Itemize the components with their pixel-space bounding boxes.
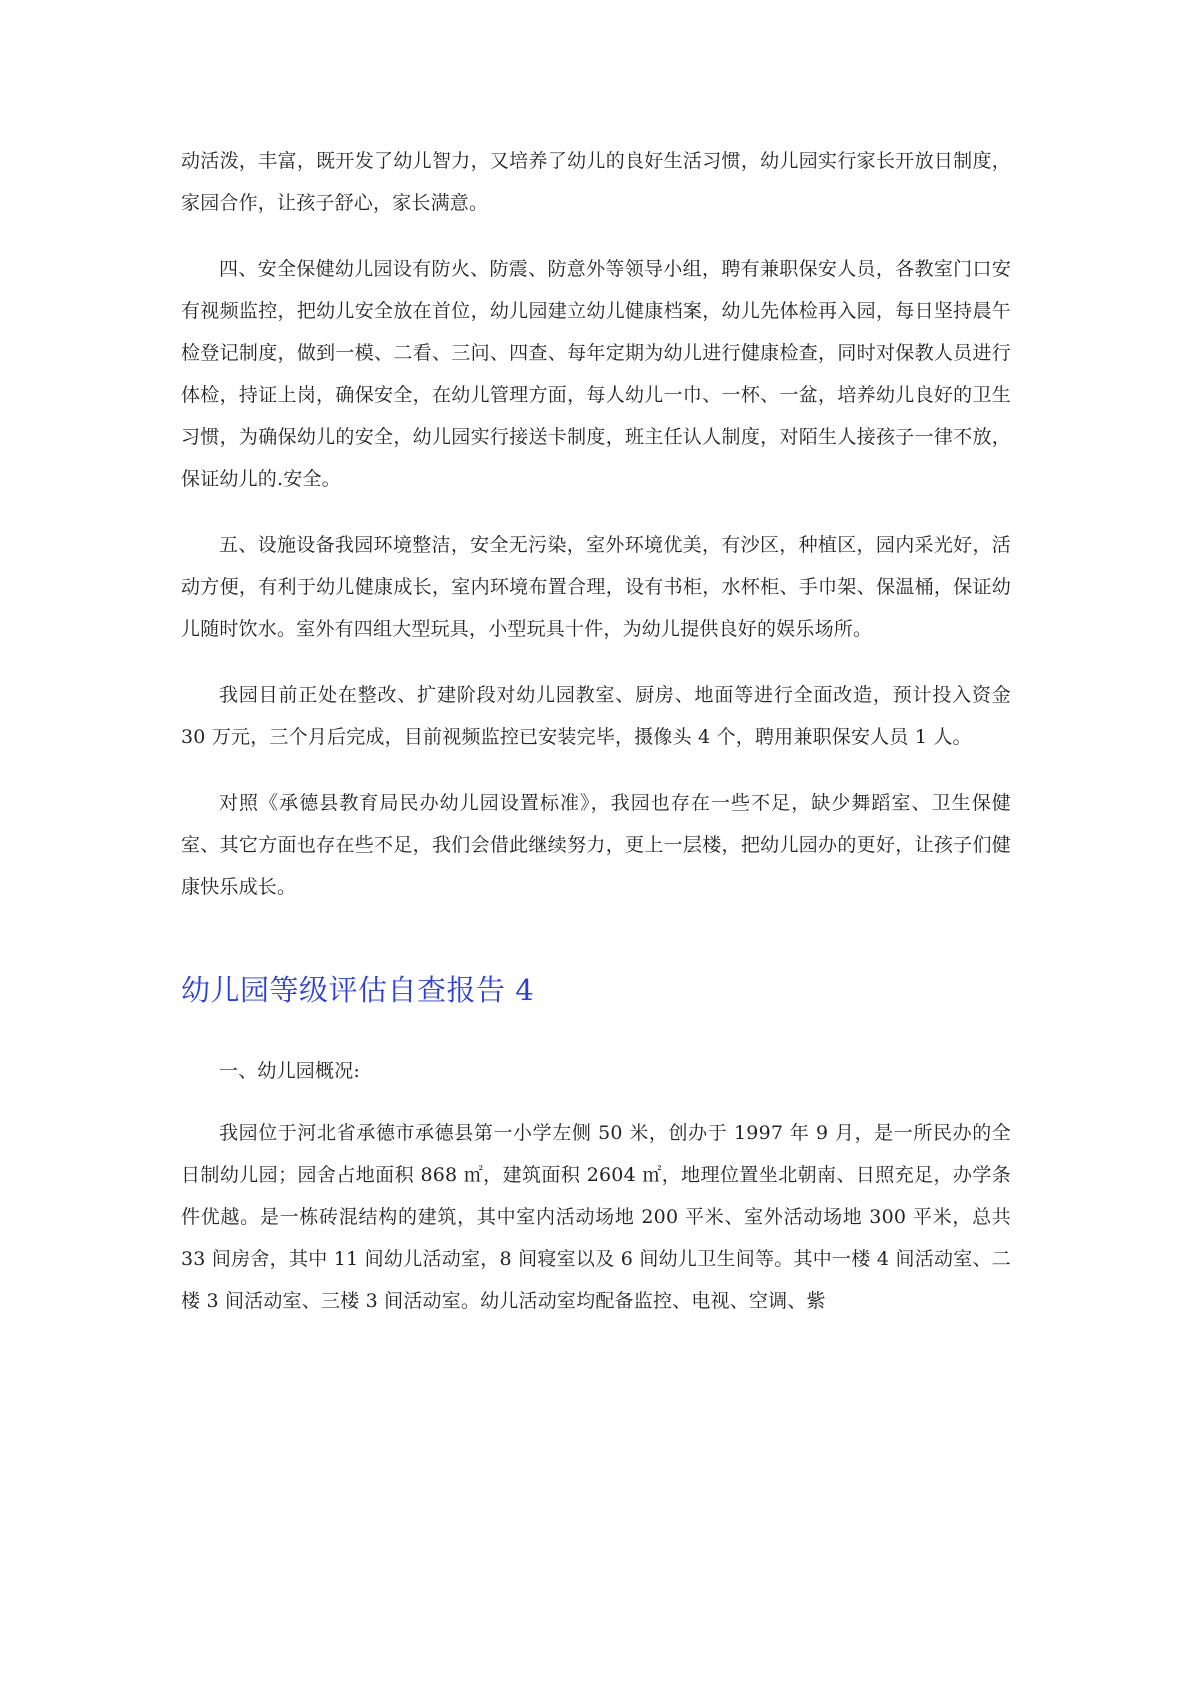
paragraph-continuation: 动活泼，丰富，既开发了幼儿智力，又培养了幼儿的良好生活习惯，幼儿园实行家长开放日制度，家园合作，让孩子舒心，家长满意。 xyxy=(181,150,1011,214)
paragraph-safety: 四、安全保健幼儿园设有防火、防震、防意外等领导小组，聘有兼职保安人员，各教室门口安有视频监控，把幼儿安全放在首位，幼儿园建立幼儿健康档案，幼儿先体检再入园，每日坚持晨午检登记制度，做到一模、二看、三问、四查、每年定期为幼儿进行健康检查，同时对保教人员进行体检，持证上岗，确保安全，在幼儿管理方面，每人幼儿一巾、一杯、一盆，培养幼儿良好的卫生习惯，为确保幼儿的安全，幼儿园实行接送卡制度，班主任认人制度，对陌生人接孩子一律不放，保证幼儿的.安全。 xyxy=(181,258,1011,490)
paragraph-renovation: 我园目前正处在整改、扩建阶段对幼儿园教室、厨房、地面等进行全面改造，预计投入资金 30 万元，三个月后完成，目前视频监控已安装完毕，摄像头 4 个，聘用兼职保安人员 1 人。 xyxy=(181,684,1011,748)
section-heading: 幼儿园等级评估自查报告 4 xyxy=(181,973,535,1007)
paragraph-overview: 我园位于河北省承德市承德县第一小学左侧 50 米，创办于 1997 年 9 月，是一所民办的全日制幼儿园；园舍占地面积 868 ㎡，建筑面积 2604 ㎡，地理位置坐北朝南、日照充足，办学条件优越。是一栋砖混结构的建筑，其中室内活动场地 200 平米、室外活动场地 300 平米，总共 33 间房舍，其中 11 间幼儿活动室，8 间寝室以及 6 间幼儿卫生间等。其中一楼 4 间活动室、二楼 3 间活动室、三楼 3 间活动室。幼儿活动室均配备监控、电视、空调、紫 xyxy=(181,1122,1011,1312)
paragraph-overview-title: 一、幼儿园概况: xyxy=(219,1060,361,1082)
document-page xyxy=(181,140,1011,1346)
paragraph-facilities: 五、设施设备我园环境整洁，安全无污染，室外环境优美，有沙区，种植区，园内采光好，活动方便，有利于幼儿健康成长，室内环境布置合理，设有书柜，水杯柜、手巾架、保温桶，保证幼儿随时饮水。室外有四组大型玩具，小型玩具十件，为幼儿提供良好的娱乐场所。 xyxy=(181,534,1011,640)
paragraph-shortcomings: 对照《承德县教育局民办幼儿园设置标准》，我园也存在一些不足，缺少舞蹈室、卫生保健室、其它方面也存在些不足，我们会借此继续努力，更上一层楼，把幼儿园办的更好，让孩子们健康快乐成长。 xyxy=(181,792,1011,898)
